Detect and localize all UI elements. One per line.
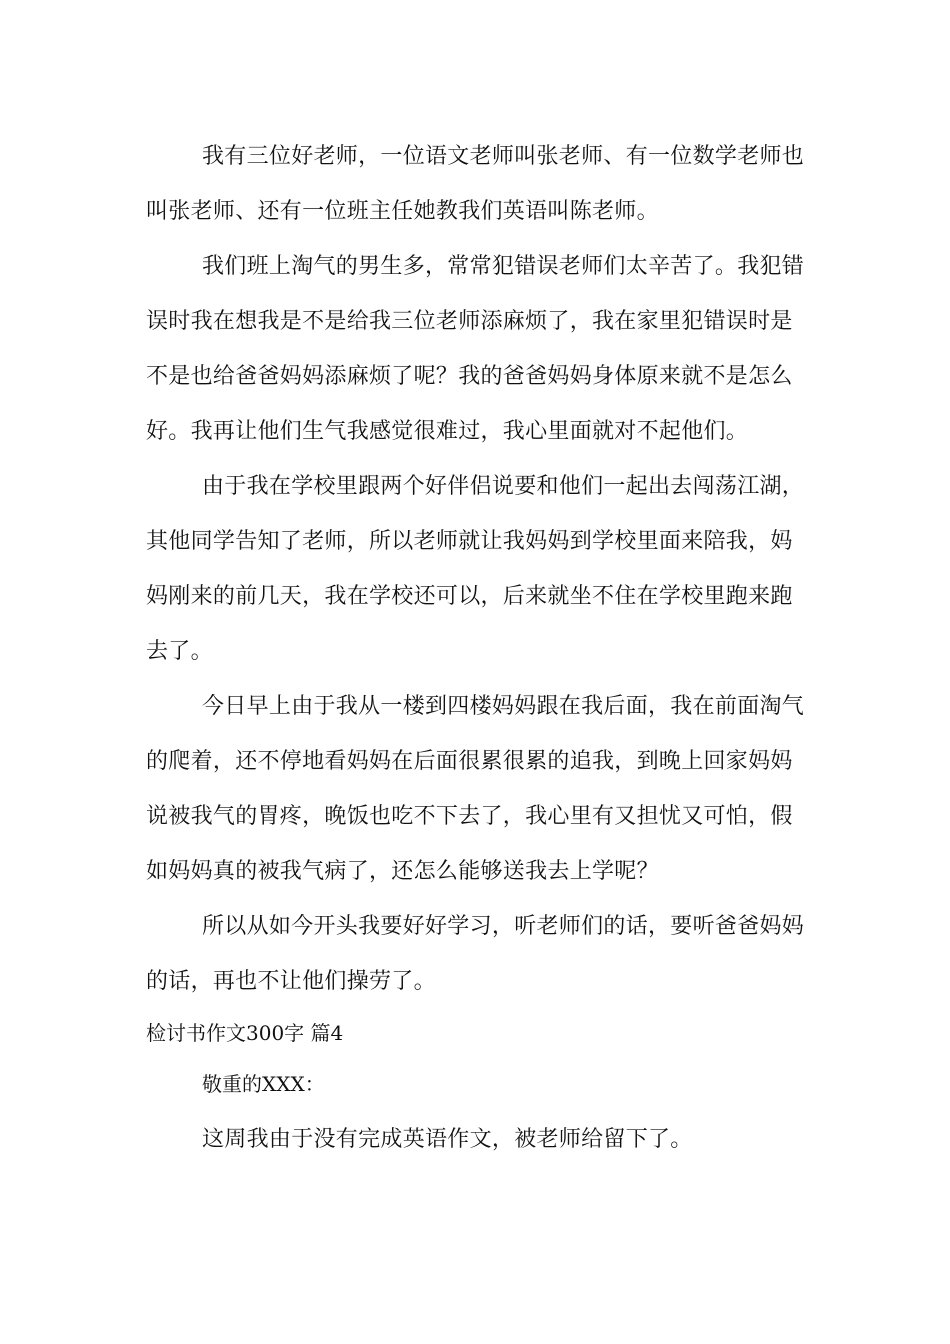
paragraph-line: 所以从如今开头我要好好学习，听老师们的话，要听爸爸妈妈 xyxy=(202,914,805,939)
paragraph-line: 去了。 xyxy=(146,639,213,664)
paragraph-2 xyxy=(146,239,810,459)
salutation: 敬重的XXX： xyxy=(202,1072,325,1096)
closing-paragraph: 这周我由于没有完成英语作文，被老师给留下了。 xyxy=(202,1127,693,1152)
paragraph-line: 由于我在学校里跟两个好伴侣说要和他们一起出去闯荡江湖， xyxy=(202,474,805,499)
paragraph-line: 误时我在想我是不是给我三位老师添麻烦了，我在家里犯错误时是 xyxy=(146,309,793,334)
paragraph-3 xyxy=(146,459,810,679)
section-heading: 检讨书作文300字 篇4 xyxy=(146,1021,344,1045)
paragraph-line: 如妈妈真的被我气病了，还怎么能够送我去上学呢？ xyxy=(146,859,659,884)
paragraph-line: 我有三位好老师，一位语文老师叫张老师、有一位数学老师也 xyxy=(202,144,805,169)
paragraph-line: 好。我再让他们生气我感觉很难过，我心里面就对不起他们。 xyxy=(146,419,749,444)
paragraph-1 xyxy=(146,129,810,239)
paragraph-line: 的话，再也不让他们操劳了。 xyxy=(146,969,436,994)
paragraph-line: 的爬着，还不停地看妈妈在后面很累很累的追我，到晚上回家妈妈 xyxy=(146,749,793,774)
paragraph-line: 其他同学告知了老师，所以老师就让我妈妈到学校里面来陪我，妈 xyxy=(146,529,793,554)
paragraph-line: 妈刚来的前几天，我在学校还可以，后来就坐不住在学校里跑来跑 xyxy=(146,584,793,609)
paragraph-5 xyxy=(146,899,810,1009)
paragraph-line: 说被我气的胃疼，晚饭也吃不下去了，我心里有又担忧又可怕，假 xyxy=(146,804,793,829)
paragraph-line: 不是也给爸爸妈妈添麻烦了呢？我的爸爸妈妈身体原来就不是怎么 xyxy=(146,364,793,389)
paragraph-line: 今日早上由于我从一楼到四楼妈妈跟在我后面，我在前面淘气 xyxy=(202,694,805,719)
paragraph-line: 我们班上淘气的男生多，常常犯错误老师们太辛苦了。我犯错 xyxy=(202,254,805,279)
paragraph-line: 叫张老师、还有一位班主任她教我们英语叫陈老师。 xyxy=(146,199,659,224)
document-page xyxy=(146,129,810,1167)
paragraph-4 xyxy=(146,679,810,899)
